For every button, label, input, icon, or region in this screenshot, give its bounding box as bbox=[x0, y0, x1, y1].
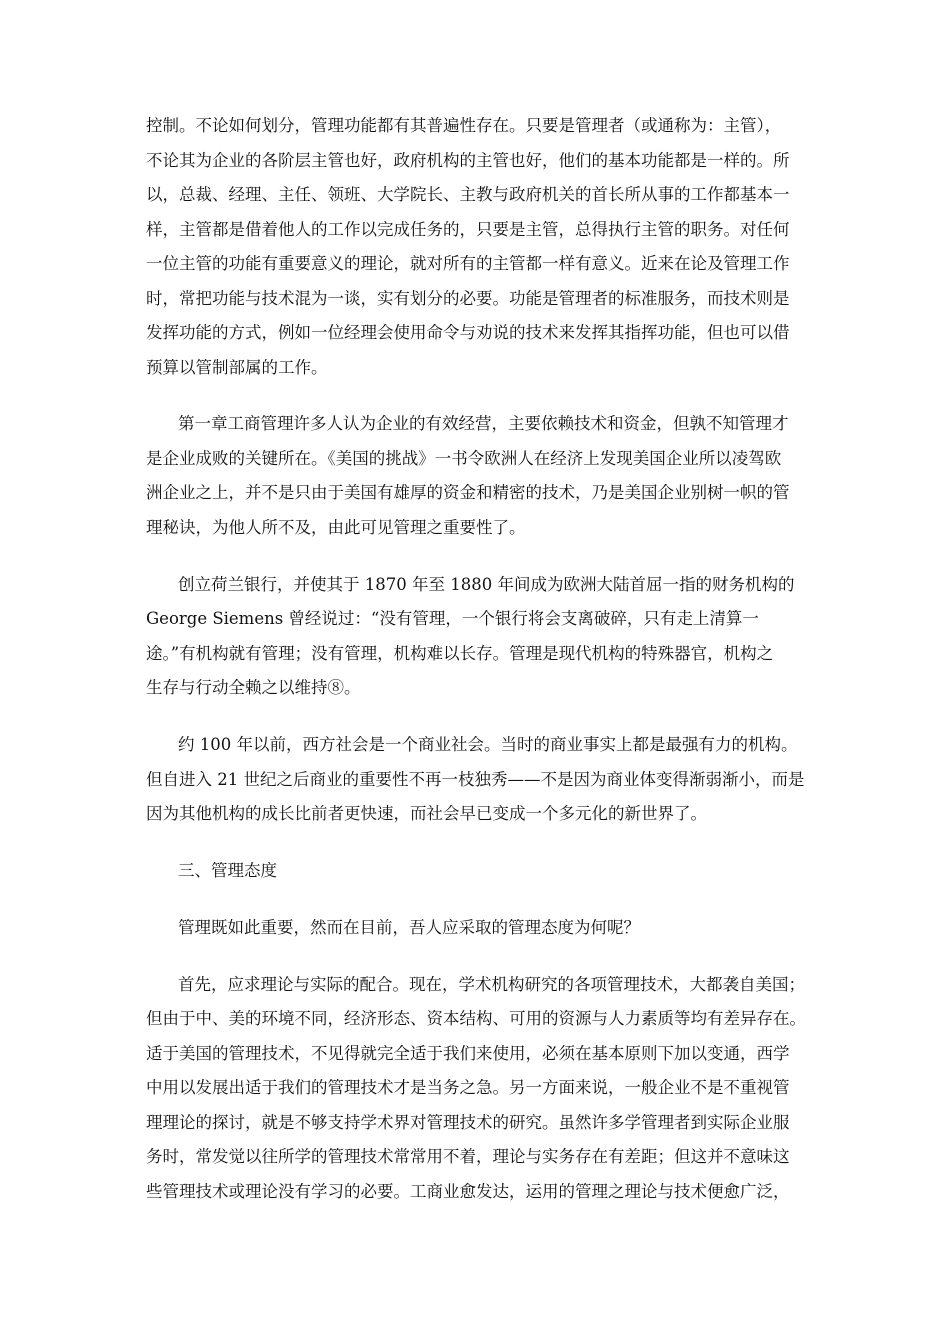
text-line: 控制。不论如何划分，管理功能都有其普遍性存在。只要是管理者（或通称为：主管）， bbox=[146, 116, 782, 135]
text-line: 管理既如此重要，然而在目前，吾人应采取的管理态度为何呢？ bbox=[178, 918, 640, 937]
text-line: 时，常把功能与技术混为一谈，实有划分的必要。功能是管理者的标准服务，而技术则是 bbox=[146, 289, 790, 308]
text-line: 因为其他机构的成长比前者更快速，而社会早已变成一个多元化的新世界了。 bbox=[146, 804, 707, 823]
text-line: 一位主管的功能有重要意义的理论，就对所有的主管都一样有意义。近来在论及管理工作 bbox=[146, 254, 790, 273]
text-line: 洲企业之上，并不是只由于美国有雄厚的资金和精密的技术，乃是美国企业别树一帜的管 bbox=[146, 483, 790, 502]
text-line: 务时，常发觉以往所学的管理技术常常用不着，理论与实务存在有差距；但这并不意味这 bbox=[146, 1147, 790, 1166]
text-line: 第一章工商管理许多人认为企业的有效经营，主要依赖技术和资金，但孰不知管理才 bbox=[178, 414, 789, 433]
text-line: 理秘诀，为他人所不及，由此可见管理之重要性了。 bbox=[146, 518, 526, 537]
text-line: 样，主管都是借着他人的工作以完成任务的，只要是主管，总得执行主管的职务。对任何 bbox=[146, 220, 790, 239]
text-line: 发挥功能的方式，例如一位经理会使用命令与劝说的技术来发挥其指挥功能，但也可以借 bbox=[146, 323, 790, 342]
text-line: 不论其为企业的各阶层主管也好，政府机构的主管也好，他们的基本功能都是一样的。所 bbox=[146, 151, 790, 170]
text-line: 但自进入 21 世纪之后商业的重要性不再一枝独秀——不是因为商业体变得渐弱渐小，而是 bbox=[146, 770, 805, 789]
text-line: 生存与行动全赖之以维持⑧。 bbox=[146, 678, 361, 697]
text-line: 是企业成败的关键所在。《美国的挑战》一书令欧洲人在经济上发现美国企业所以凌驾欧 bbox=[146, 449, 782, 468]
text-line: 约 100 年以前，西方社会是一个商业社会。当时的商业事实上都是最强有力的机构。 bbox=[178, 735, 798, 754]
text-line: George Siemens 曾经说过：“没有管理，一个银行将会支离破碎，只有走上清算一 bbox=[146, 609, 759, 628]
text-line: 创立荷兰银行，并使其于 1870 年至 1880 年间成为欧洲大陆首屈一指的财务机构的 bbox=[178, 575, 795, 594]
text-line: 些管理技术或理论没有学习的必要。工商业愈发达，运用的管理之理论与技术便愈广泛， bbox=[146, 1182, 790, 1201]
text-line: 以，总裁、经理、主任、领班、大学院长、主教与政府机关的首长所从事的工作都基本一 bbox=[146, 185, 790, 204]
text-line: 适于美国的管理技术，不见得就完全适于我们来使用，必须在基本原则下加以变通，西学 bbox=[146, 1044, 790, 1063]
text-line: 预算以管制部属的工作。 bbox=[146, 358, 328, 377]
text-line: 首先，应求理论与实际的配合。现在，学术机构研究的各项管理技术，大都袭自美国； bbox=[178, 975, 805, 994]
text-line: 理理论的探讨，就是不够支持学术界对管理技术的研究。虽然许多学管理者到实际企业服 bbox=[146, 1113, 790, 1132]
section-heading: 三、管理态度 bbox=[178, 861, 277, 880]
text-line: 中用以发展出适于我们的管理技术才是当务之急。另一方面来说，一般企业不是不重视管 bbox=[146, 1078, 790, 1097]
text-line: 途。”有机构就有管理；没有管理，机构难以长存。管理是现代机构的特殊器官，机构之 bbox=[146, 644, 774, 663]
text-line: 但由于中、美的环境不同，经济形态、资本结构、可用的资源与人力素质等均有差异存在。 bbox=[146, 1009, 806, 1028]
